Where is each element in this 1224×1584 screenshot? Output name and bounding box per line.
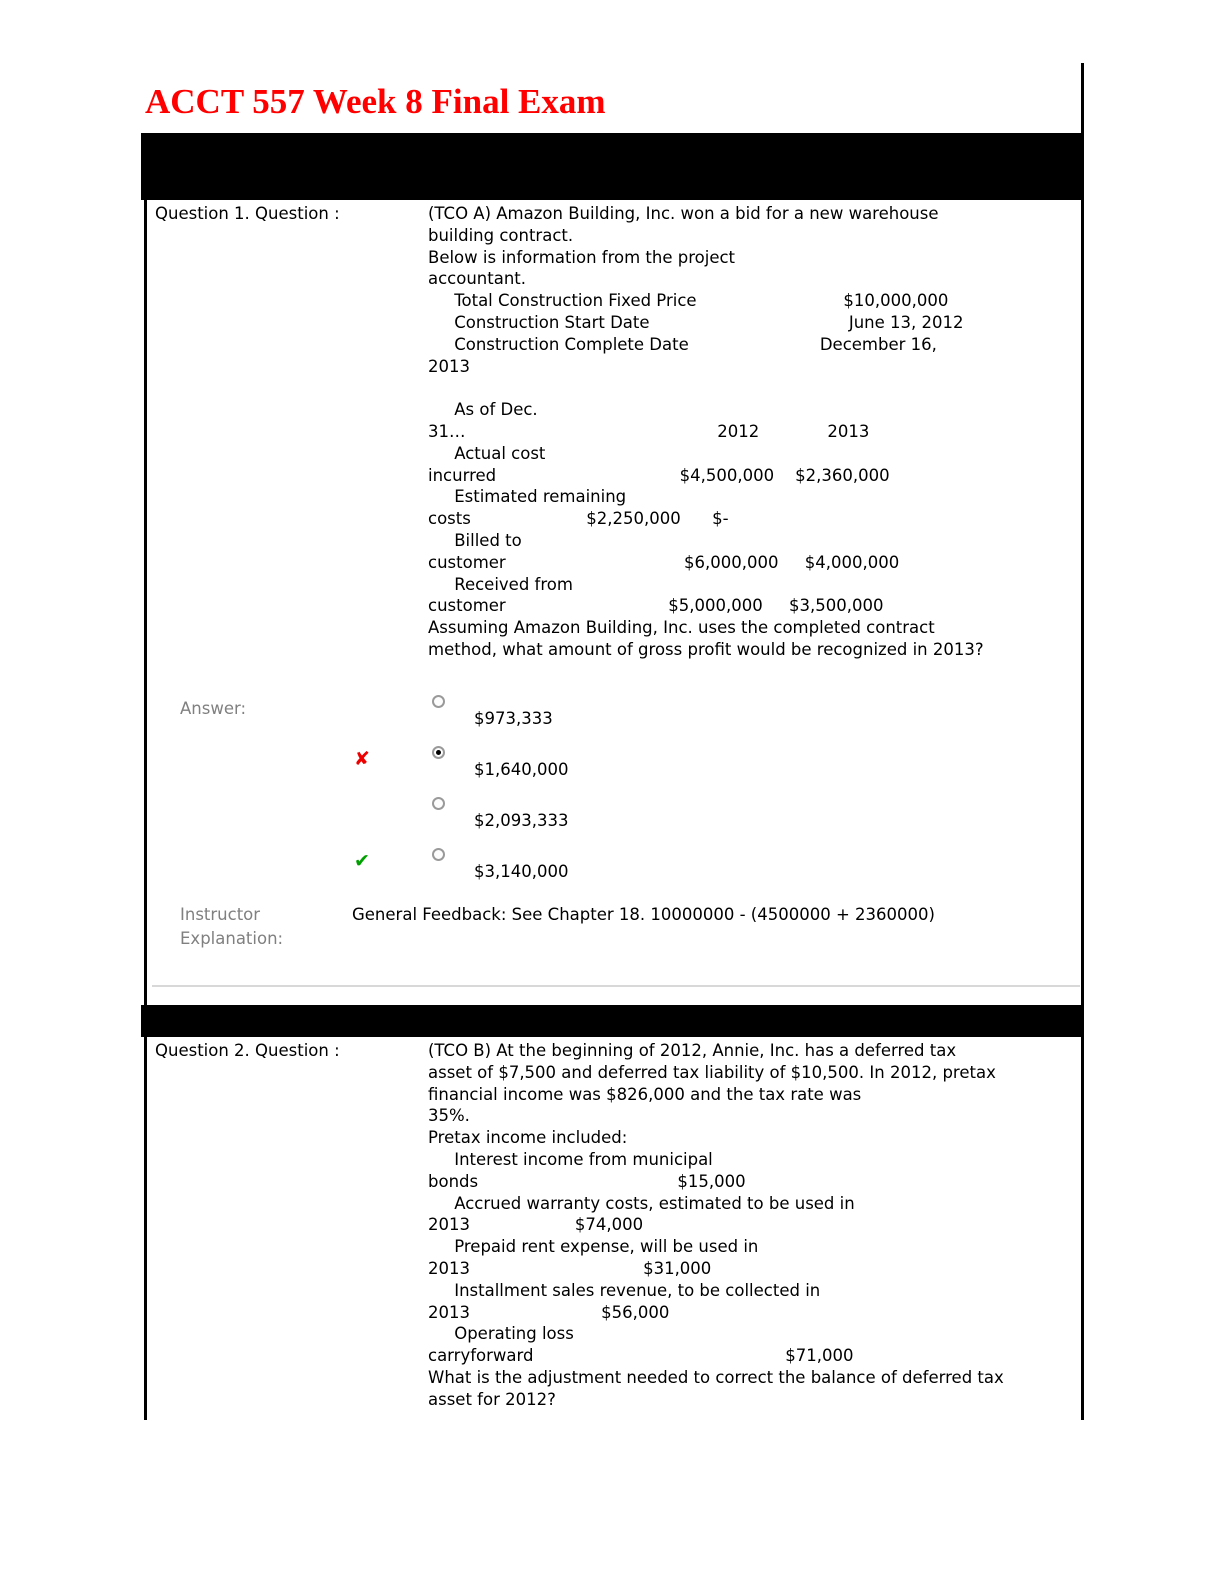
instructor-explanation-text-1: General Feedback: See Chapter 18. 10000000 - (4500000 + 2360000) xyxy=(352,905,935,924)
instructor-explanation-label-1 xyxy=(180,903,380,951)
question-block-1 xyxy=(147,203,1081,948)
question-2-label: Question 2. Question : xyxy=(155,1041,340,1060)
question-text-line: Received from xyxy=(428,574,573,594)
question-text-line: Prepaid rent expense, will be used in xyxy=(428,1237,759,1257)
page-border-right xyxy=(1081,63,1084,1420)
question-1-text xyxy=(428,203,1068,661)
question-text-line: 35%. xyxy=(428,1106,470,1126)
question-text-line: As of Dec. xyxy=(428,400,538,420)
instructor-label-line-1: Instructor xyxy=(180,905,261,924)
answer-option-label[interactable]: $3,140,000 xyxy=(474,862,569,881)
question-text-line: Interest income from municipal xyxy=(428,1149,713,1169)
question-text-line: 2013 $74,000 xyxy=(428,1215,644,1235)
question-text-line: incurred $4,500,000 $2,360,000 xyxy=(428,465,890,485)
answer-option-row[interactable] xyxy=(147,742,1081,793)
question-text-line: building contract. xyxy=(428,225,574,245)
answer-label-1: Answer: xyxy=(180,699,247,718)
question-text-blank-line xyxy=(428,377,1068,399)
question-text-line: Total Construction Fixed Price $10,000,000 xyxy=(428,291,949,311)
answer-radio-button[interactable] xyxy=(432,848,445,861)
question-text-line: asset of $7,500 and deferred tax liability of $10,500. In 2012, pretax xyxy=(428,1062,996,1082)
answer-option-row[interactable] xyxy=(147,691,1081,742)
instructor-label-line-2: Explanation: xyxy=(180,929,284,948)
question-text-line: bonds $15,000 xyxy=(428,1171,746,1191)
question-text-line: Assuming Amazon Building, Inc. uses the completed contract xyxy=(428,618,935,638)
question-text-line: (TCO A) Amazon Building, Inc. won a bid for a new warehouse xyxy=(428,204,939,223)
answer-option-label[interactable]: $2,093,333 xyxy=(474,811,569,830)
question-text-line: 2013 $56,000 xyxy=(428,1302,670,1322)
question-text-line: 2013 xyxy=(428,356,470,376)
page-title: ACCT 557 Week 8 Final Exam xyxy=(145,82,606,121)
answer-option-row[interactable] xyxy=(147,793,1081,844)
question-separator-black-bar xyxy=(141,1005,1083,1037)
question-2-text xyxy=(428,1040,1068,1411)
answer-option-label[interactable]: $973,333 xyxy=(474,709,553,728)
question-text-line: costs $2,250,000 $- xyxy=(428,509,729,529)
incorrect-answer-cross-icon: ✘ xyxy=(354,748,370,770)
answer-radio-button[interactable] xyxy=(432,797,445,810)
question-text-line: method, what amount of gross profit would be recognized in 2013? xyxy=(428,639,984,659)
answer-radio-button[interactable] xyxy=(432,746,445,759)
question-text-line: Actual cost xyxy=(428,443,546,463)
question-1-row xyxy=(147,203,1081,683)
question-2-row xyxy=(147,1040,1081,1420)
question-text-line: Installment sales revenue, to be collected in xyxy=(428,1280,821,1300)
answer-radio-button[interactable] xyxy=(432,695,445,708)
question-text-line: 31… 2012 2013 xyxy=(428,421,870,441)
question-text-line: Billed to xyxy=(428,530,522,550)
question-text-line: accountant. xyxy=(428,269,527,289)
question-text-line: Pretax income included: xyxy=(428,1128,628,1148)
question-text-line: 2013 $31,000 xyxy=(428,1258,712,1278)
question-text-line: Estimated remaining xyxy=(428,487,627,507)
answer-option-label[interactable]: $1,640,000 xyxy=(474,760,569,779)
question-1-bottom-rule xyxy=(152,985,1080,987)
question-text-line: (TCO B) At the beginning of 2012, Annie, Inc. has a deferred tax xyxy=(428,1041,957,1060)
question-text-line: Below is information from the project xyxy=(428,247,736,267)
question-text-line: customer $5,000,000 $3,500,000 xyxy=(428,596,884,616)
question-text-line: Operating loss xyxy=(428,1324,574,1344)
question-text-line: customer $6,000,000 $4,000,000 xyxy=(428,552,900,572)
header-black-bar xyxy=(141,133,1083,200)
question-text-line: What is the adjustment needed to correct the balance of deferred tax xyxy=(428,1367,1004,1387)
question-1-label: Question 1. Question : xyxy=(155,204,340,223)
radio-selected-dot xyxy=(436,750,441,755)
question-text-line: Construction Complete Date December 16, xyxy=(428,334,937,354)
question-text-line: financial income was $826,000 and the tax rate was xyxy=(428,1084,862,1104)
question-text-line: Construction Start Date June 13, 2012 xyxy=(428,312,964,332)
correct-answer-check-icon: ✔ xyxy=(354,850,370,872)
question-text-line: carryforward $71,000 xyxy=(428,1346,854,1366)
question-text-line: Accrued warranty costs, estimated to be used in xyxy=(428,1193,855,1213)
question-block-2 xyxy=(147,1040,1081,1420)
question-text-line: asset for 2012? xyxy=(428,1389,556,1409)
answer-option-row[interactable] xyxy=(147,844,1081,895)
